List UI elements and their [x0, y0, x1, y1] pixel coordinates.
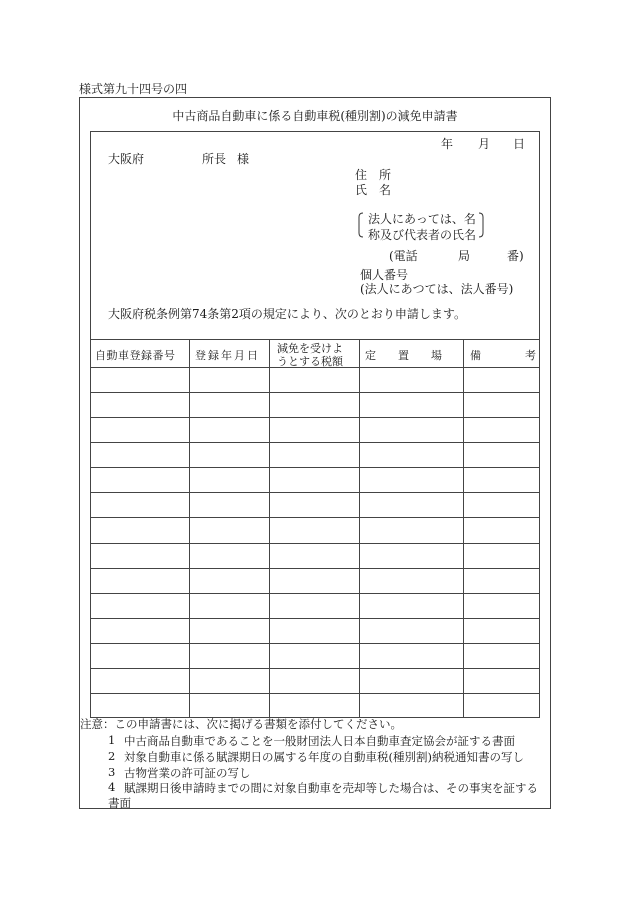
id-number-label: 個人番号	[360, 268, 409, 282]
vehicle-table	[90, 339, 540, 718]
header-vehicle-number: 自動車登録番号	[95, 349, 176, 362]
phone-number-label: 番)	[507, 249, 524, 263]
note-number: 1	[108, 733, 116, 747]
note-text: 古物営業の許可証の写し	[124, 766, 251, 780]
note-text: 賦課期日後申請時までの間に対象自動車を売却等した場合は、その事実を証する	[124, 781, 538, 795]
date-year-label: 年	[441, 137, 454, 151]
corporate-note-line2: 称及び代表者の氏名	[368, 228, 477, 242]
date-day-label: 日	[513, 137, 526, 151]
note-number: 4	[108, 780, 116, 794]
note-text: 中古商品自動車であることを一般財団法人日本自動車査定協会が証する書面	[124, 734, 515, 748]
corporate-number-note: (法人にあつては、法人番号)	[360, 282, 514, 296]
note-number: 3	[108, 765, 116, 779]
form-number: 様式第九十四号の四	[79, 82, 188, 96]
note-number: 2	[108, 749, 116, 763]
corporate-note-line1: 法人にあっては、名	[368, 212, 476, 226]
phone-label: (電話	[389, 249, 418, 263]
date-month-label: 月	[478, 137, 491, 151]
addressee-office-suffix: 所長	[202, 152, 227, 166]
notes-heading: 注意：この申請書には、次に掲げる書類を添付してください。	[80, 717, 402, 731]
addressee-prefecture: 大阪府	[108, 152, 145, 166]
note-text-continuation: 書面	[108, 796, 131, 810]
header-tax-amount-line2: うとする税額	[277, 355, 343, 368]
statement: 大阪府税条例第74条第2項の規定により、次のとおり申請します。	[108, 307, 466, 321]
phone-exchange-label: 局	[458, 249, 471, 263]
header-remarks: 備 考	[470, 349, 536, 362]
table-grid-lines	[90, 339, 540, 718]
header-tax-amount-line1: 減免を受けよ	[277, 342, 343, 355]
header-storage-location: 定 置 場	[365, 349, 442, 362]
header-registration-date: 登録年月日	[195, 349, 260, 362]
address-label: 住 所	[355, 168, 392, 182]
form-title: 中古商品自動車に係る自動車税(種別割)の減免申請書	[172, 109, 458, 123]
addressee-honorific: 様	[237, 152, 250, 166]
name-label: 氏 名	[355, 183, 392, 197]
note-text: 対象自動車に係る賦課期日の属する年度の自動車税(種別割)納税通知書の写し	[124, 750, 524, 764]
